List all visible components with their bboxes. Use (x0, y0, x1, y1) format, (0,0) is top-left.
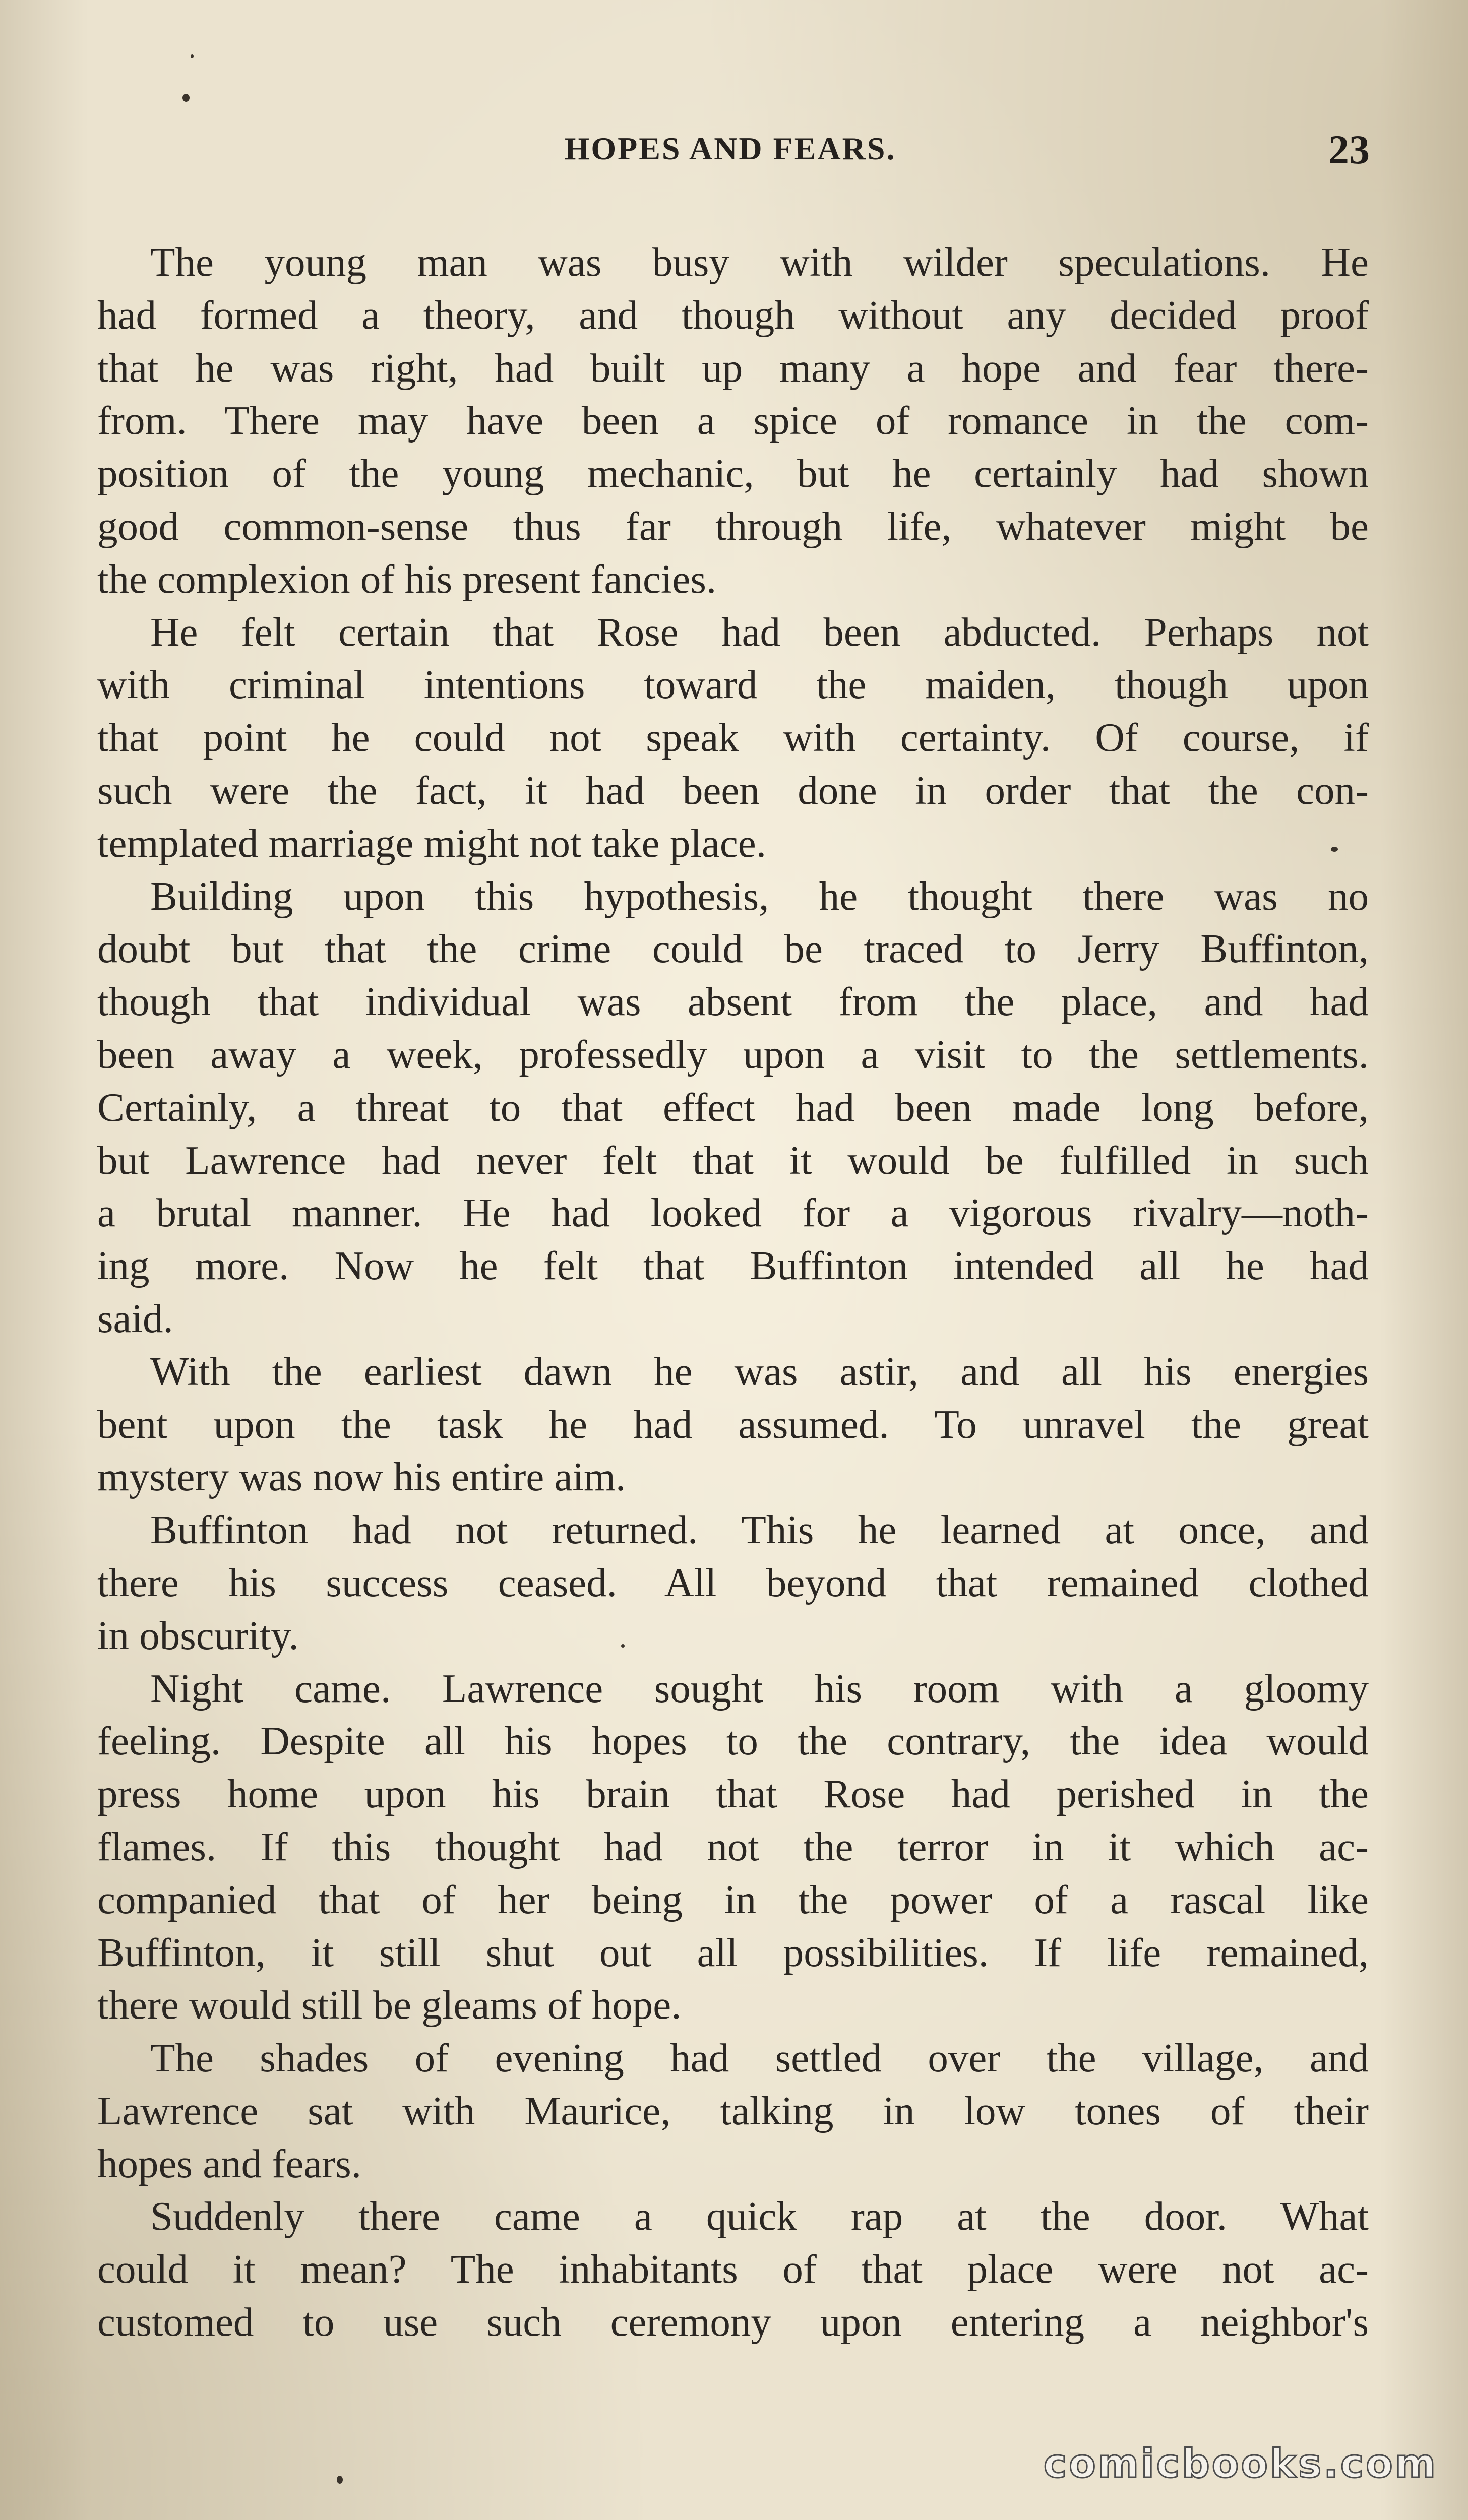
text-line: He felt certain that Rose had been abducted. Perhaps not (150, 609, 1369, 655)
text-line: mystery was now his entire aim. (97, 1454, 626, 1500)
text-line: press home upon his brain that Rose had perished in the (97, 1771, 1369, 1817)
text-line: from. There may have been a spice of romance in the com- (97, 398, 1369, 444)
text-line: Certainly, a threat to that effect had been made long before, (97, 1084, 1369, 1130)
body-text (97, 236, 1369, 2349)
text-line: that point he could not speak with certainty. Of course, if (97, 715, 1369, 761)
text-line: but Lawrence had never felt that it would be fulfilled in such (97, 1137, 1369, 1183)
text-line: good common-sense thus far through life, whatever might be (97, 503, 1369, 549)
text-line: Night came. Lawrence sought his room with a gloomy (150, 1665, 1369, 1711)
text-line: doubt but that the crime could be traced to Jerry Buffinton, (97, 926, 1369, 972)
text-line: been away a week, professedly upon a visit to the settlements. (97, 1031, 1369, 1077)
ink-speck (191, 54, 194, 58)
page-number: 23 (1328, 127, 1370, 172)
text-line: Buffinton had not returned. This he learned at once, and (150, 1507, 1369, 1553)
text-line: feeling. Despite all his hopes to the contrary, the idea would (97, 1718, 1369, 1764)
text-line: that he was right, had built up many a hope and fear there- (97, 345, 1369, 391)
ink-speck (1331, 847, 1338, 852)
text-line: With the earliest dawn he was astir, and all his energies (150, 1348, 1369, 1394)
running-head (91, 127, 1370, 185)
text-line: flames. If this thought had not the terror in it which ac- (97, 1823, 1369, 1869)
text-line: there would still be gleams of hope. (97, 1982, 682, 2028)
text-line: with criminal intentions toward the maiden, though upon (97, 662, 1369, 708)
ink-speck (621, 1644, 625, 1648)
text-line: in obscurity. (97, 1612, 299, 1658)
text-line: a brutal manner. He had looked for a vigorous rivalry—noth- (97, 1190, 1369, 1236)
text-line: customed to use such ceremony upon entering a neighbor's (97, 2299, 1369, 2345)
ink-speck (182, 94, 190, 102)
text-line: said. (97, 1295, 173, 1341)
text-line: such were the fact, it had been done in order that the con- (97, 767, 1369, 813)
text-line: the complexion of his present fancies. (97, 556, 717, 602)
text-line: position of the young mechanic, but he certainly had shown (97, 451, 1369, 496)
text-line: companied that of her being in the power of a rascal like (97, 1876, 1369, 1922)
text-line: though that individual was absent from the place, and had (97, 979, 1369, 1025)
text-line: Buffinton, it still shut out all possibilities. If life remained, (97, 1929, 1369, 1975)
text-line: Building upon this hypothesis, he thought there was no (150, 873, 1369, 919)
text-line: had formed a theory, and though without any decided proof (97, 292, 1369, 338)
text-line: The young man was busy with wilder speculations. He (150, 239, 1369, 285)
watermark: comicbooks.com (1043, 2441, 1438, 2487)
text-line: Suddenly there came a quick rap at the door. What (150, 2193, 1369, 2239)
text-line: templated marriage might not take place. (97, 820, 766, 866)
ink-speck (337, 2476, 343, 2484)
text-line: ing more. Now he felt that Buffinton intended all he had (97, 1243, 1369, 1289)
text-line: hopes and fears. (97, 2140, 362, 2186)
text-line: bent upon the task he had assumed. To unravel the great (97, 1401, 1369, 1447)
running-title: HOPES AND FEARS. (564, 131, 896, 166)
text-line: could it mean? The inhabitants of that place were not ac- (97, 2246, 1369, 2292)
text-line: there his success ceased. All beyond that remained clothed (97, 1559, 1369, 1605)
text-line: The shades of evening had settled over the village, and (150, 2035, 1369, 2081)
text-line: Lawrence sat with Maurice, talking in low tones of their (97, 2088, 1369, 2133)
